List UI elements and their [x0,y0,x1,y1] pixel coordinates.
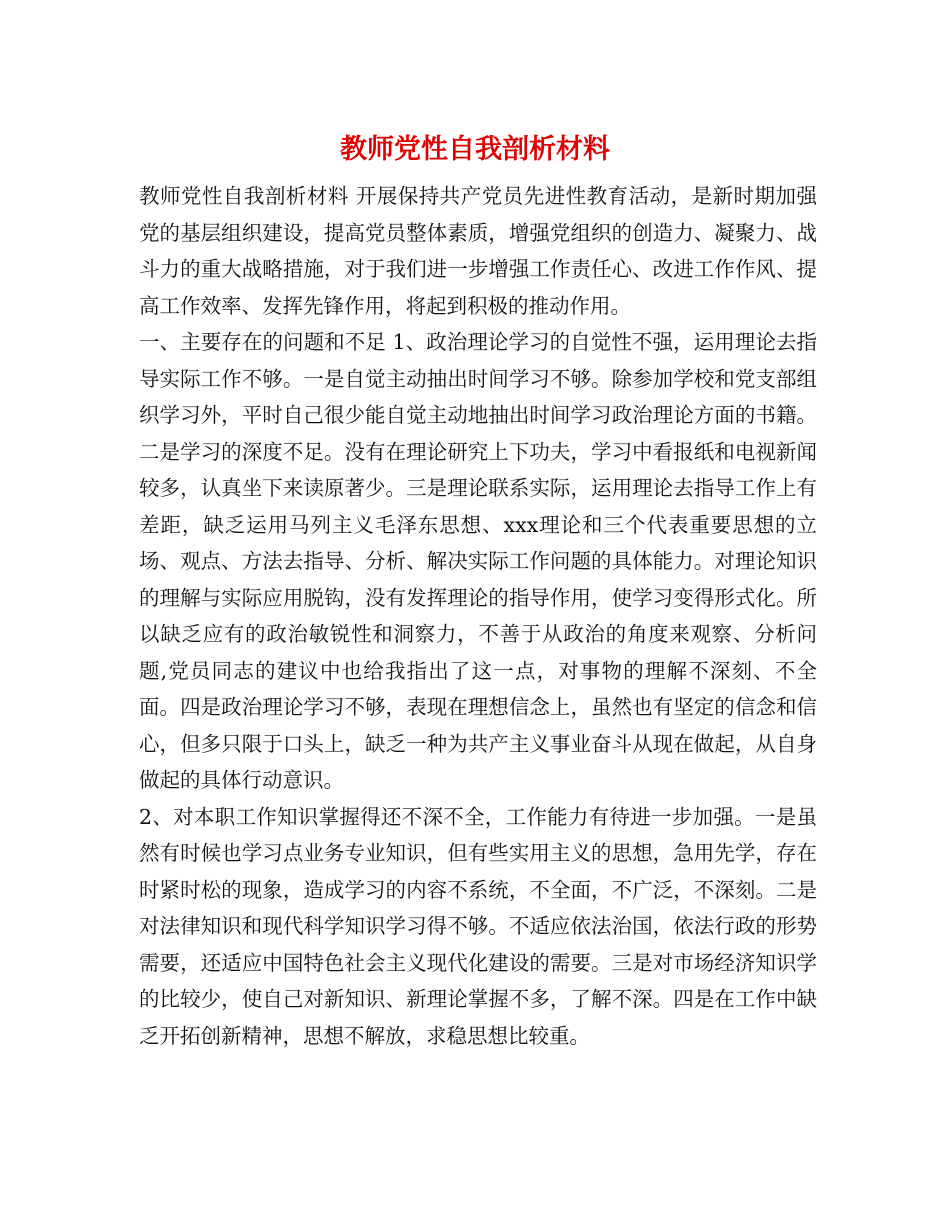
paragraph-intro: 教师党性自我剖析材料 开展保持共产党员先进性教育活动，是新时期加强党的基层组织建设，提高党员整体素质，增强党组织的创造力、凝聚力、战斗力的重大战略措施，对于我们进一步增强工作责任心、改进工作作风、提高工作效率、发挥先锋作用，将起到积极的推动作用。 [139,184,817,318]
paragraph-problems-1: 一、主要存在的问题和不足 1、政治理论学习的自觉性不强，运用理论去指导实际工作不够。一是自觉主动抽出时间学习不够。除参加学校和党支部组织学习外，平时自己很少能自觉主动地抽出时间学习政治理论方面的书籍。二是学习的深度不足。没有在理论研究上下功夫，学习中看报纸和电视新闻较多，认真坐下来读原著少。三是理论联系实际，运用理论去指导工作上有差距，缺乏运用马列主义毛泽东思想、xxx理论和三个代表重要思想的立场、观点、方法去指导、分析、解决实际工作问题的具体能力。对理论知识的理解与实际应用脱钩，没有发挥理论的指导作用，使学习变得形式化。所以缺乏应有的政治敏锐性和洞察力，不善于从政治的角度来观察、分析问题,党员同志的建议中也给我指出了这一点，对事物的理解不深刻、不全面。四是政治理论学习不够，表现在理想信念上，虽然也有坚定的信念和信心，但多只限于口头上，缺乏一种为共产主义事业奋斗从现在做起，从自身做起的具体行动意识。 [139,330,817,792]
document-title: 教师党性自我剖析材料 [340,134,610,165]
paragraph-problems-2: 2、对本职工作知识掌握得还不深不全，工作能力有待进一步加强。一是虽然有时候也学习点业务专业知识，但有些实用主义的思想，急用先学，存在时紧时松的现象，造成学习的内容不系统，不全面，不广泛，不深刻。二是对法律知识和现代科学知识学习得不够。不适应依法治国，依法行政的形势需要，还适应中国特色社会主义现代化建设的需要。三是对市场经济知识学的比较少，使自己对新知识、新理论掌握不多，了解不深。四是在工作中缺乏开拓创新精神，思想不解放，求稳思想比较重。 [139,804,817,1048]
document-body [139,178,817,1054]
